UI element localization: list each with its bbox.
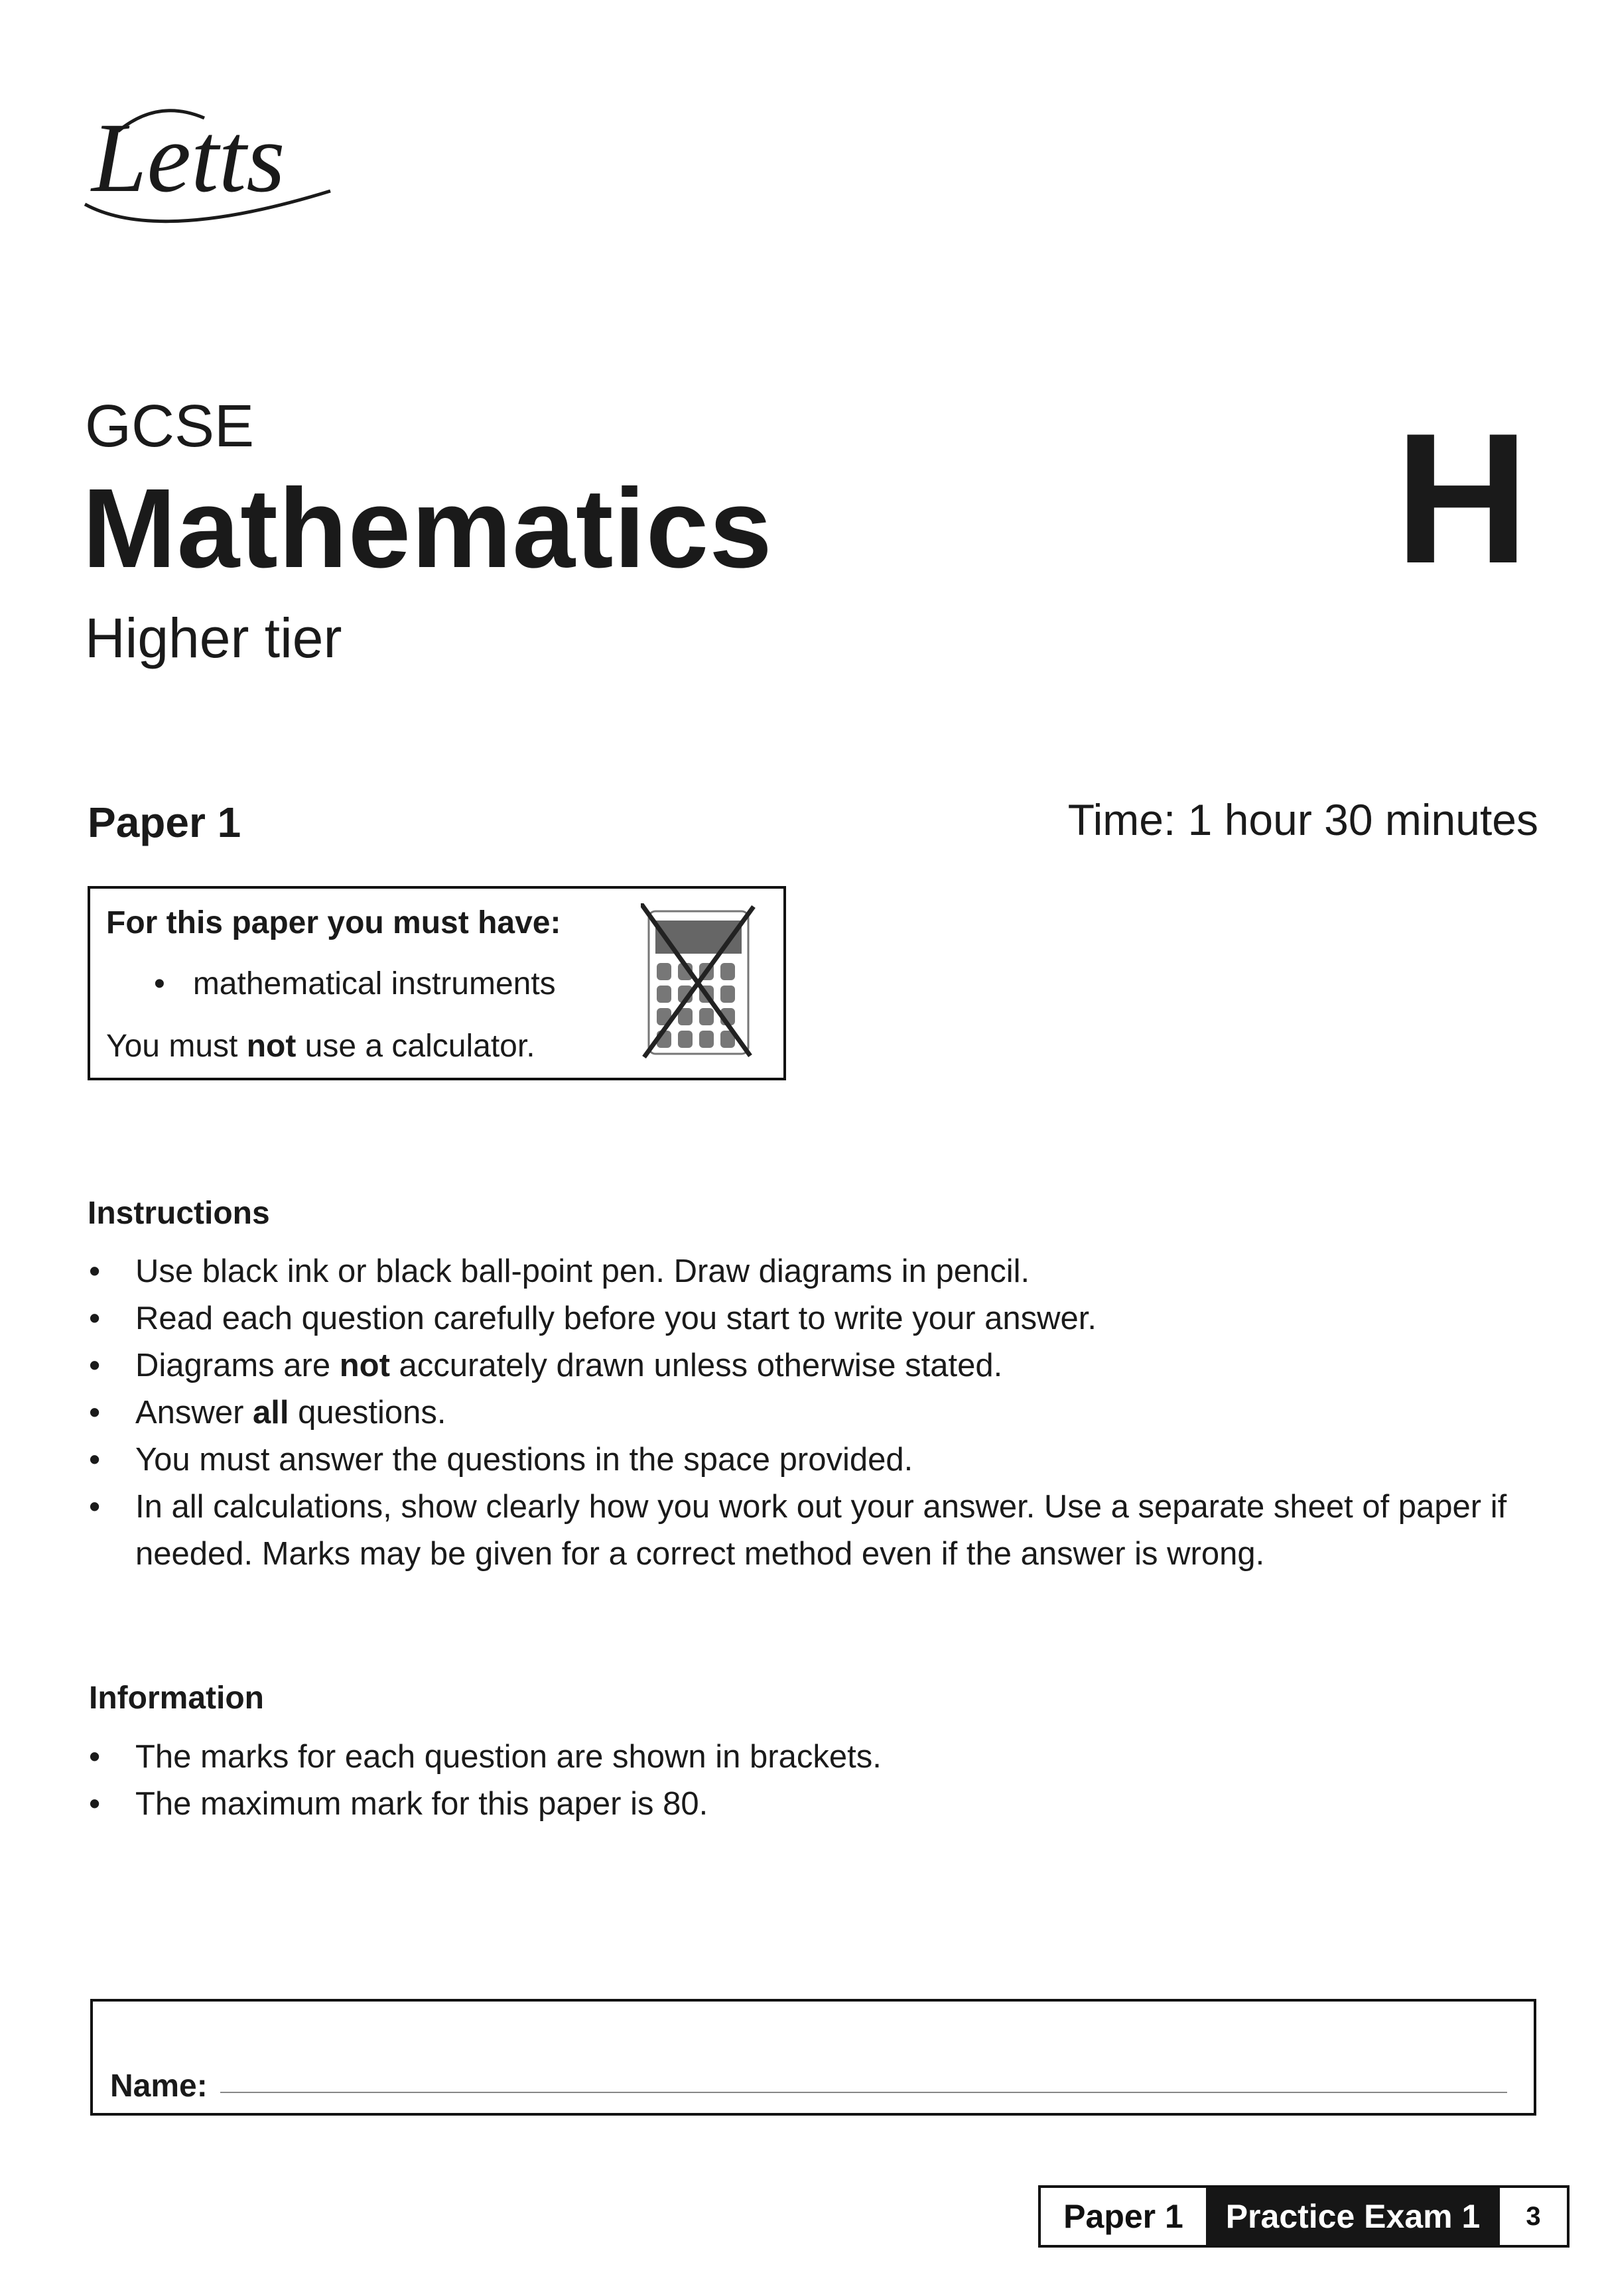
name-input-line[interactable] xyxy=(220,2092,1507,2093)
bullet-icon: • xyxy=(89,1348,101,1383)
bullet-icon: • xyxy=(89,1395,101,1431)
bullet-icon: • xyxy=(89,1442,101,1478)
paper-label: Paper 1 xyxy=(88,798,241,846)
requirements-item: • mathematical instruments xyxy=(154,966,556,1001)
letts-logo xyxy=(78,92,337,231)
name-label: Name: xyxy=(110,2069,208,2104)
tier-letter: H xyxy=(1394,395,1529,602)
instruction-item: • Use black ink or black ball-point pen. Draw diagrams in pencil. xyxy=(88,1248,1547,1295)
information-heading: Information xyxy=(89,1681,264,1716)
bullet-icon: • xyxy=(89,1253,101,1289)
name-box xyxy=(90,1999,1536,2116)
information-item: • The maximum mark for this paper is 80. xyxy=(88,1781,1547,1828)
qualification-label: GCSE xyxy=(85,393,255,460)
instruction-item: • Answer all questions. xyxy=(88,1389,1547,1436)
instruction-item: • Read each question carefully before you start to write your answer. xyxy=(88,1295,1547,1342)
bullet-icon: • xyxy=(89,1739,101,1775)
tier-label: Higher tier xyxy=(85,607,342,669)
bullet-icon: • xyxy=(89,1301,101,1336)
instructions-list xyxy=(88,1248,1547,1578)
information-list xyxy=(88,1734,1547,1828)
instructions-heading: Instructions xyxy=(88,1196,270,1231)
calculator-rule: You must not use a calculator. xyxy=(106,1029,535,1064)
footer-paper: Paper 1 xyxy=(1041,2188,1206,2245)
requirements-box xyxy=(88,886,786,1080)
crossed-out-calculator-icon xyxy=(641,903,757,1059)
bullet-icon: • xyxy=(89,1489,101,1525)
requirements-item-text: mathematical instruments xyxy=(192,966,556,1001)
information-item: • The marks for each question are shown in brackets. xyxy=(88,1734,1547,1781)
bullet-icon: • xyxy=(89,1786,101,1822)
page-number: 3 xyxy=(1500,2188,1567,2245)
svg-text:Letts: Letts xyxy=(92,103,285,213)
requirements-title: For this paper you must have: xyxy=(106,905,561,940)
time-allowed: Time: 1 hour 30 minutes xyxy=(1067,795,1538,844)
instruction-item: • You must answer the questions in the space provided. xyxy=(88,1436,1547,1484)
instruction-item: • Diagrams are not accurately drawn unless otherwise stated. xyxy=(88,1342,1547,1389)
instruction-item: • In all calculations, show clearly how you work out your answer. Use a separate sheet of paper if needed. Marks may be given for a correct method even if the answer is wrong. xyxy=(88,1484,1547,1578)
footer-exam: Practice Exam 1 xyxy=(1206,2188,1500,2245)
footer-tab xyxy=(1038,2185,1569,2248)
subject-title: Mathematics xyxy=(82,466,773,592)
